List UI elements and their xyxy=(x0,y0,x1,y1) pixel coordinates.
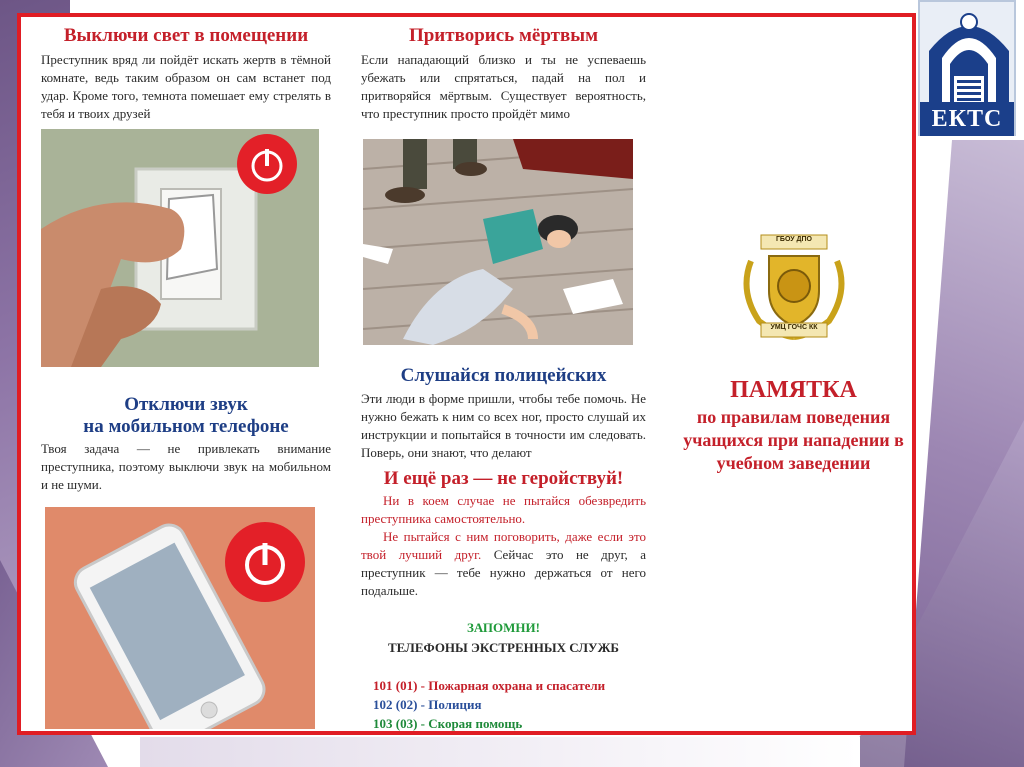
leaflet-frame xyxy=(17,13,916,735)
play-dead-illustration xyxy=(363,139,633,345)
building-emblem-icon xyxy=(924,6,1014,106)
emergency-block xyxy=(361,620,646,733)
section-title-play-dead: Притворись мёртвым xyxy=(408,25,599,46)
phone-list xyxy=(361,676,646,733)
phone-fire: 101 (01) - Пожарная охрана и спасатели xyxy=(373,678,606,693)
remember-heading: ЗАПОМНИ! xyxy=(467,620,540,635)
section-title-silent-line2: на мобильном телефоне xyxy=(83,416,289,437)
section-title-lights-off: Выключи свет в помещении xyxy=(63,25,309,46)
notice-block xyxy=(671,377,916,475)
phone-police: 102 (02) - Полиция xyxy=(373,697,482,712)
ektc-logo xyxy=(918,0,1016,136)
column-left xyxy=(41,25,331,123)
section-text-play-dead: Если нападающий близко и ты не успеваешь убежать или спрятаться, падай на пол и притворяйся мёртвым. Существует вероятность, что преступник просто пройдёт мимо xyxy=(361,52,646,121)
section-text-no-hero-2 xyxy=(361,528,646,600)
notice-subtitle-line3: учебном заведении xyxy=(716,453,871,473)
column-middle-police xyxy=(361,365,646,733)
emergency-heading: ТЕЛЕФОНЫ ЭКСТРЕННЫХ СЛУЖБ xyxy=(387,640,620,655)
notice-title: ПАМЯТКА xyxy=(730,377,857,403)
no-hero-red-text: Не пытайся с ним поговорить, даже если это твой лучший друг. xyxy=(361,529,646,562)
bottom-decoration xyxy=(140,737,860,767)
section-text-silent: Твоя задача — не привлекать внимание преступника, поэтому выключи звук на мобильном и не шуми. xyxy=(41,441,331,492)
section-text-no-hero-1: Ни в коем случае не пытайся обезвредить преступника самостоятельно. xyxy=(361,493,646,526)
section-title-police: Слушайся полицейских xyxy=(400,365,607,386)
emblem-bottom-text: УМЦ ГОЧС КК xyxy=(770,324,818,331)
phone-ambulance: 103 (03) - Скорая помощь xyxy=(373,716,523,731)
section-text-lights-off: Преступник вряд ли пойдёт искать жертв в тёмной комнате, ведь таким образом он сам встанет под удар. Кроме того, темнота помешает ему стрелять в тебя и твоих друзей xyxy=(41,52,331,121)
section-text-police: Эти люди в форме пришли, чтобы тебе помочь. Не нужно бежать к ним со всех ног, просто слушай их инструкции и попытайся в точности им следовать. Поверь, они знают, что делают xyxy=(361,391,646,460)
section-title-silent-line1: Отключи звук xyxy=(124,394,248,415)
emblem-top-text: ГБОУ ДПО xyxy=(775,236,813,243)
notice-subtitle-line2: учащихся при нападении в xyxy=(683,430,904,450)
light-switch-illustration xyxy=(41,129,319,367)
column-left-lower xyxy=(41,394,331,494)
emblem xyxy=(739,231,849,341)
notice-subtitle-line1: по правилам поведения xyxy=(696,407,891,427)
logo-text: ЕКТС xyxy=(931,106,1003,132)
column-middle xyxy=(361,25,646,123)
section-title-no-hero: И ещё раз — не геройствуй! xyxy=(383,468,624,489)
no-hero-dark-text: Сейчас это не друг, а преступник — тебе нужно держаться от него подальше. xyxy=(361,547,647,598)
phone-illustration xyxy=(45,507,315,729)
